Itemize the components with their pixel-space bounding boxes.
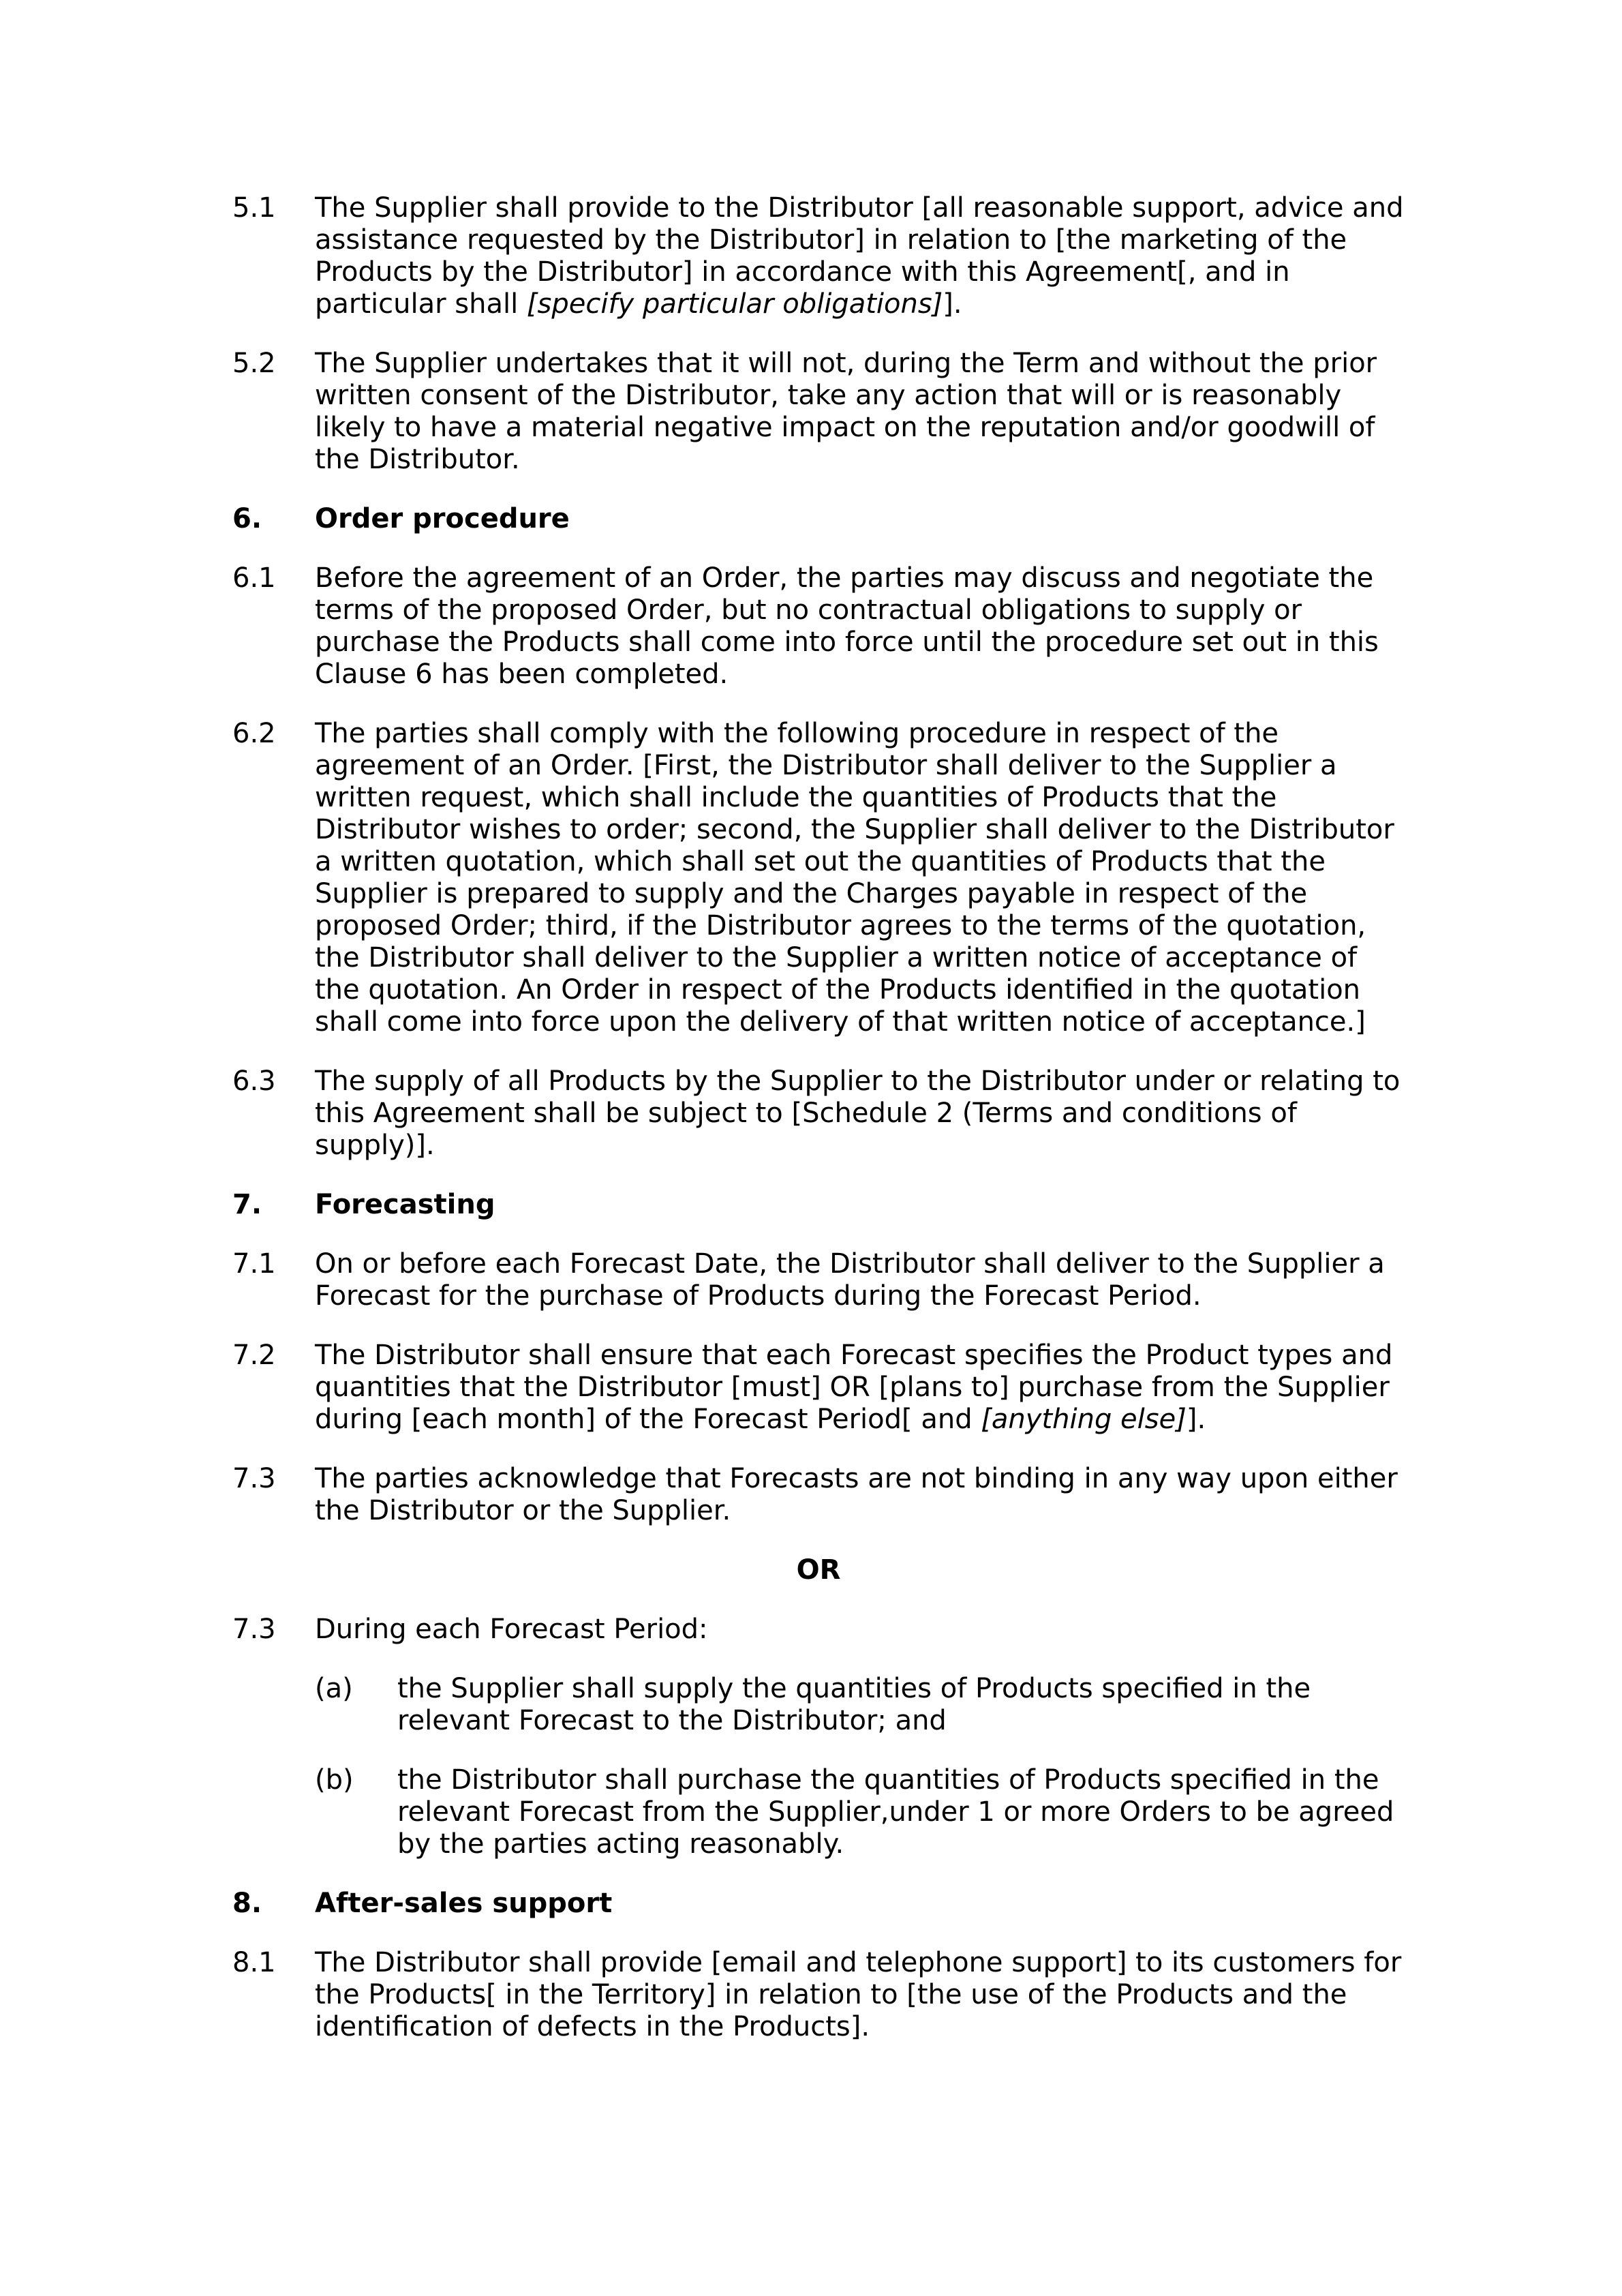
subclause-a (315, 1673, 1405, 1737)
clause-text: The Supplier undertakes that it will not, during the Term and without the prior written consent of the Distributor, take any action that will or is reasonably likely to have a material negative impact on the reputation and/or goodwill of the Distributor. (315, 348, 1377, 475)
clause-5-1 (232, 192, 1405, 320)
clause-6-1 (232, 562, 1405, 691)
clause-number: 7.3 (232, 1614, 276, 1645)
clause-text-part: ]. (1186, 1404, 1206, 1435)
clause-number: 5.2 (232, 348, 276, 379)
subclause-label: (b) (315, 1764, 354, 1796)
subclause-label: (a) (315, 1673, 353, 1704)
heading-title: Forecasting (315, 1189, 495, 1220)
clause-number: 7.1 (232, 1248, 276, 1280)
clause-text: The Distributor shall provide [email and telephone support] to its customers for the Products[ in the Territory] in relation to [the use of the Products and the identification of defects in the Products]. (315, 1947, 1402, 2042)
heading-number: 7. (232, 1189, 262, 1220)
clause-text: The parties shall comply with the following procedure in respect of the agreement of an Order. [First, the Distributor shall deliver to the Supplier a written request, which shall include the quantities of Products that the Distributor wishes to order; second, the Supplier shall deliver to the Distributor a written quotation, which shall set out the quantities of Products that the Supplier is prepared to supply and the Charges payable in respect of the proposed Order; third, if the Distributor agrees to the terms of the quotation, the Distributor shall deliver to the Supplier a written notice of acceptance of the quotation. An Order in respect of the Products identified in the quotation shall come into force upon the delivery of that written notice of acceptance.] (315, 718, 1394, 1038)
clause-7-2 (232, 1340, 1405, 1436)
clause-6-heading (232, 503, 1405, 535)
document-body (232, 192, 1405, 2070)
clause-placeholder-italic: [anything else] (981, 1404, 1187, 1435)
subclause-text: the Supplier shall supply the quantities of Products specified in the relevant Forecast to the Distributor; and (397, 1673, 1311, 1736)
clause-7-3-option-2 (232, 1614, 1405, 1646)
clause-7-3-option-1 (232, 1463, 1405, 1527)
clause-text-part: The Supplier shall provide to the Distributor [all reasonable support, advice and assistance requested by the Distributor] in relation to [the marketing of the Products by the Distributor] in accordance with this Agreement[, and in particular shall (315, 192, 1404, 320)
clause-8-heading (232, 1888, 1405, 1920)
heading-number: 8. (232, 1888, 262, 1919)
subclause-b (315, 1764, 1405, 1860)
clause-5-2 (232, 348, 1405, 476)
clause-text (315, 1340, 1405, 1436)
clause-6-3 (232, 1066, 1405, 1162)
clause-text: During each Forecast Period: (315, 1614, 708, 1645)
clause-placeholder-italic: [specify particular obligations] (526, 288, 943, 320)
clause-text: On or before each Forecast Date, the Distributor shall deliver to the Supplier a Forecast for the purchase of Products during the Forecast Period. (315, 1248, 1385, 1312)
clause-text: The supply of all Products by the Supplier to the Distributor under or relating to this Agreement shall be subject to [Schedule 2 (Terms and conditions of supply)]. (315, 1066, 1401, 1161)
clause-8-1 (232, 1947, 1405, 2043)
subclause-text: the Distributor shall purchase the quantities of Products specified in the relevant Forecast from the Supplier,under 1 or more Orders to be agreed by the parties acting reasonably. (397, 1764, 1394, 1860)
heading-number: 6. (232, 503, 262, 534)
clause-number: 6.1 (232, 562, 276, 594)
clause-number: 5.1 (232, 192, 276, 224)
clause-number: 7.3 (232, 1463, 276, 1494)
clause-text-part: ]. (943, 288, 962, 320)
or-separator: OR (796, 1554, 841, 1586)
clause-text-part: The Distributor shall ensure that each Forecast specifies the Product types and quantities that the Distributor [must] OR [plans to] purchase from the Supplier during [each month] of the Forecast Period[ and (315, 1340, 1393, 1435)
clause-7-1 (232, 1248, 1405, 1312)
clause-text: The parties acknowledge that Forecasts are not binding in any way upon either the Distributor or the Supplier. (315, 1463, 1398, 1526)
clause-6-2 (232, 718, 1405, 1038)
clause-7-heading (232, 1189, 1405, 1221)
clause-text: Before the agreement of an Order, the parties may discuss and negotiate the terms of the proposed Order, but no contractual obligations to supply or purchase the Products shall come into force until the procedure set out in this Clause 6 has been completed. (315, 562, 1379, 690)
clause-text (315, 192, 1405, 320)
clause-number: 6.2 (232, 718, 276, 749)
clause-number: 8.1 (232, 1947, 276, 1978)
heading-title: After-sales support (315, 1888, 613, 1919)
heading-title: Order procedure (315, 503, 570, 534)
clause-number: 7.2 (232, 1340, 276, 1371)
clause-number: 6.3 (232, 1066, 276, 1097)
